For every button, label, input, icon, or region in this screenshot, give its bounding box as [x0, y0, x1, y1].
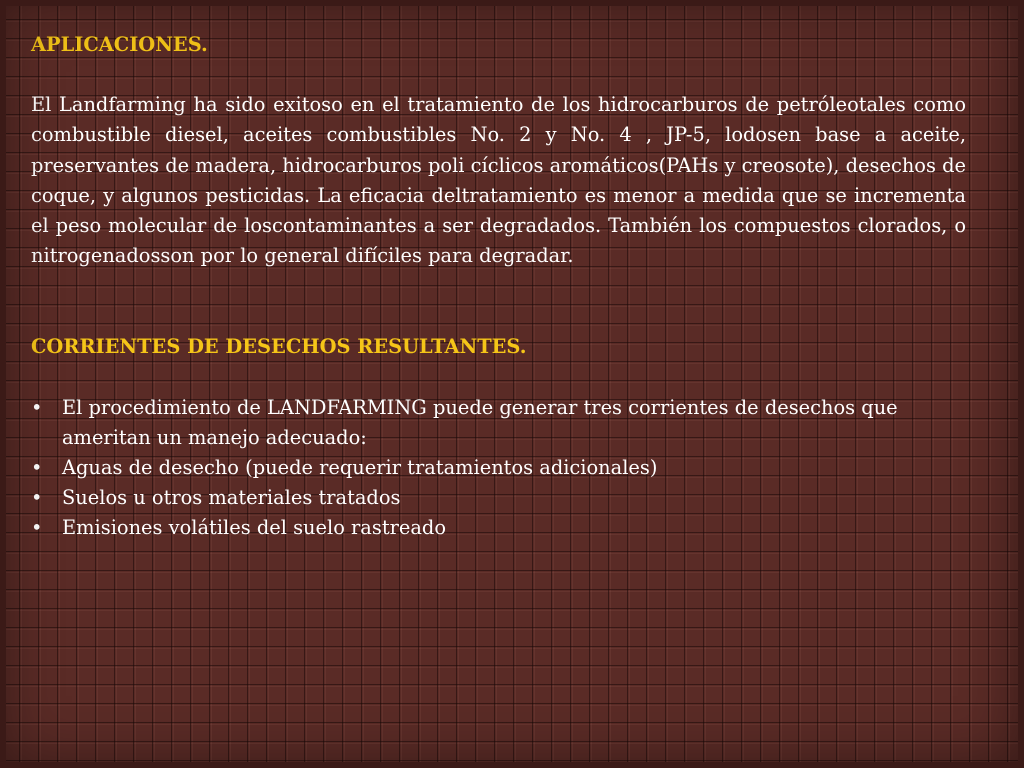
bullet-icon: • [31, 456, 43, 480]
waste-streams-list [31, 393, 966, 544]
list-item-text: Emisiones volátiles del suelo rastreado [62, 516, 446, 540]
bullet-icon: • [31, 486, 43, 510]
list-item [31, 393, 966, 453]
waste-streams-heading: CORRIENTES DE DESECHOS RESULTANTES. [31, 335, 527, 359]
list-item [31, 513, 966, 543]
list-item-text: Aguas de desecho (puede requerir tratamientos adicionales) [62, 456, 658, 480]
list-item-text: Suelos u otros materiales tratados [62, 486, 401, 510]
applications-heading: APLICACIONES. [31, 33, 208, 56]
bullet-icon: • [31, 516, 43, 540]
bullet-icon: • [31, 395, 43, 419]
list-item [31, 453, 966, 483]
slide-content [31, 30, 966, 544]
list-item [31, 483, 966, 513]
list-item-text: El procedimiento de LANDFARMING puede generar tres corrientes de desechos que ameritan un manejo adecuado: [62, 395, 898, 449]
applications-paragraph: El Landfarming ha sido exitoso en el tratamiento de los hidrocarburos de petróleotales como combustible diesel, aceites combustibles No. 2 y No. 4 , JP-5, lodosen base a aceite, preservantes de madera, hidrocarburos poli cíclicos aromáticos(PAHs y creosote), desechos de coque, y algunos pesticidas. La eficacia deltratamiento es menor a medida que se incrementa el peso molecular de loscontaminantes a ser degradados. También los compuestos clorados, o nitrogenadosson por lo general difíciles para degradar. [31, 93, 966, 268]
